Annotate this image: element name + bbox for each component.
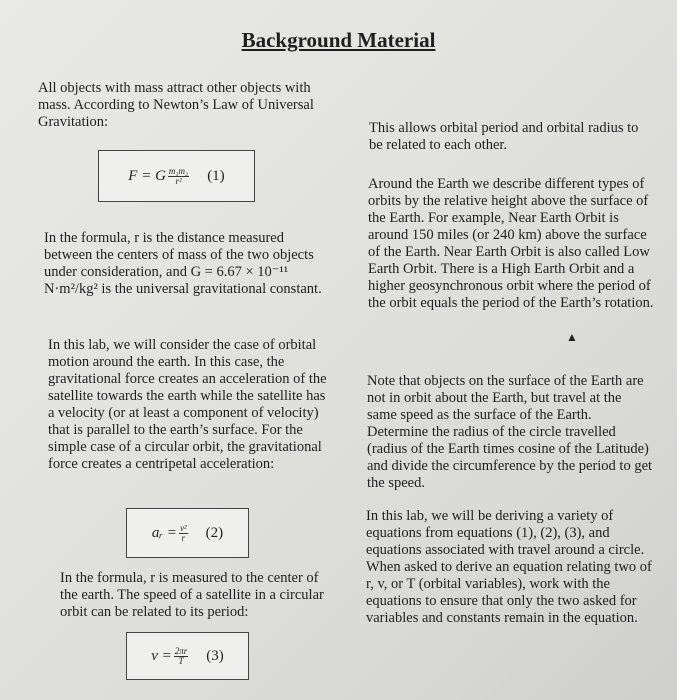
eq1-numerator: m₁m₂ <box>168 165 189 176</box>
eq1-denominator: r² <box>175 175 182 186</box>
eq1-lhs: F = G <box>128 167 166 184</box>
page-title: Background Material <box>241 28 436 52</box>
eq3-lhs: v = <box>151 647 172 664</box>
right-paragraph-deriving: In this lab, we will be deriving a variety of equations from equations (1), (2), (3), and equations associated with travel around a circle. When asked to derive an equation relating two of r, v, or T (orbital variables), work with the equations to ensure that only the two asked for variables and constants remain in the equation. <box>366 508 652 626</box>
eq2-fraction <box>179 524 188 543</box>
eq1-number: (1) <box>207 167 225 184</box>
intro-paragraph: All objects with mass attract other objects with mass. According to Newton’s Law of Universal Gravitation: <box>38 80 314 130</box>
right-paragraph-1: This allows orbital period and orbital radius to be related to each other. <box>369 120 639 153</box>
eq3-numerator: 2πr <box>174 645 188 656</box>
equation-3-box <box>126 632 249 680</box>
equation-1-box <box>98 150 255 202</box>
eq2-lhs: aᵣ = <box>151 524 177 541</box>
eq2-denominator: r <box>181 532 186 543</box>
mouse-cursor-icon: ▲ <box>566 330 578 344</box>
eq1-fraction <box>168 167 189 186</box>
eq2-numerator: v² <box>179 522 187 533</box>
eq3-denominator: T <box>178 655 184 666</box>
eq3-fraction <box>174 647 189 666</box>
right-paragraph-orbits: Around the Earth we describe different types of orbits by the relative height above the surface of the Earth. For example, Near Earth Orbit is around 150 miles (or 240 km) above the surface of the Earth. Near Earth Orbit is also called Low Earth Orbit. There is a High Earth Orbit and a higher geosynchronous orbit where the period of the orbit equals the period of the Earth’s rotation. <box>368 176 654 311</box>
lab-case-paragraph: In this lab, we will consider the case of orbital motion around the earth. In this case, the gravitational force creates an acceleration of the satellite towards the earth while the satellite has a velocity (or at least a component of velocity) that is parallel to the earth’s surface. For the simple case of a circular orbit, the gravitational force creates a centripetal acceleration: <box>48 337 327 472</box>
formula-note: In the formula, r is the distance measured between the centers of mass of the two objects under consideration, and G = 6.67 × 10⁻¹¹ N·m²/kg² is the universal gravitational constant. <box>44 230 322 297</box>
eq2-number: (2) <box>205 524 224 541</box>
right-paragraph-surface: Note that objects on the surface of the Earth are not in orbit about the Earth, but travel at the same speed as the surface of the Earth. Determine the radius of the circle travelled (radius of the Earth times cosine of the Latitude) and divide the circumference by the period to get the speed. <box>367 373 653 491</box>
equation-2-box <box>126 508 249 558</box>
eq3-number: (3) <box>206 647 224 664</box>
r-note-paragraph: In the formula, r is measured to the center of the earth. The speed of a satellite in a circular orbit can be related to its period: <box>60 570 324 620</box>
